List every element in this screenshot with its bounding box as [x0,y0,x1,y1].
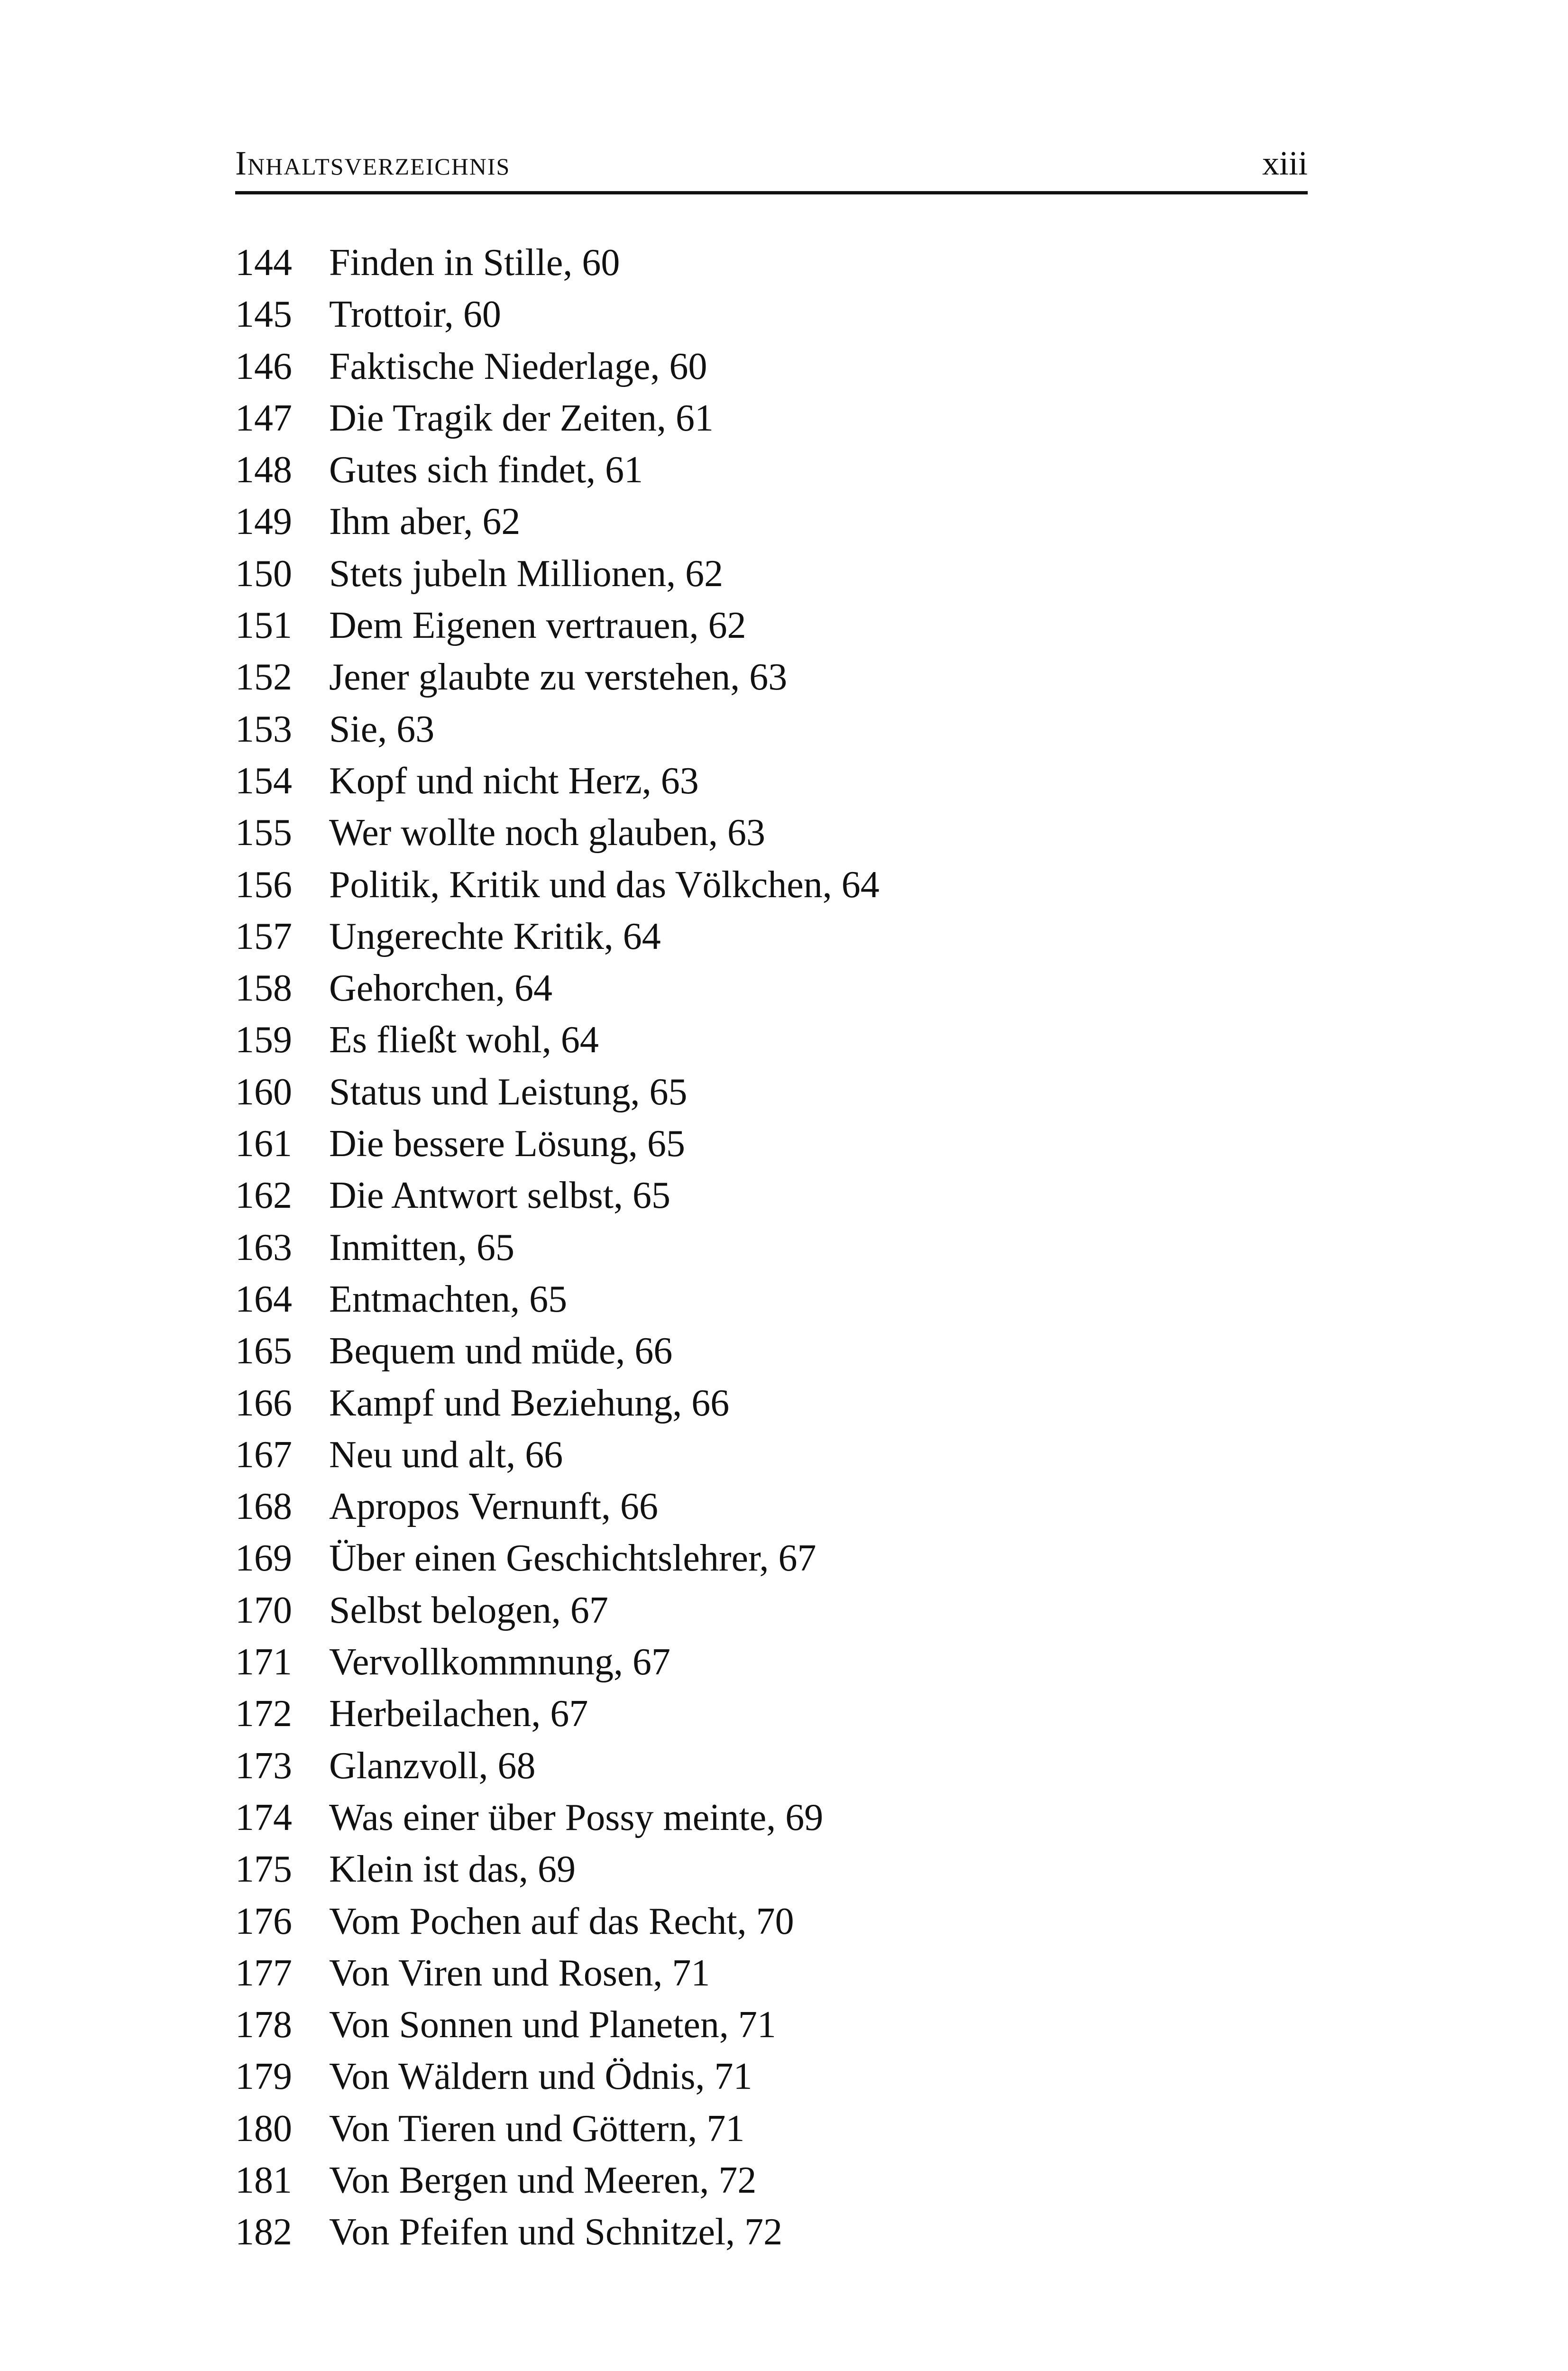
entry-title: Trottoir, 60 [329,294,501,336]
entry-number: 144 [235,242,292,284]
entry-number: 146 [235,345,292,387]
entry-number: 177 [235,1952,292,1994]
toc-entry [235,341,1568,393]
entry-title: Wer wollte noch glauben, 63 [329,812,765,854]
toc-entry [235,1325,1568,1377]
toc-entry [235,548,1568,600]
entry-title: Über einen Geschichtslehrer, 67 [329,1537,816,1580]
entry-number: 163 [235,1226,292,1268]
entry-number: 173 [235,1745,292,1787]
entry-number: 153 [235,708,292,750]
entry-title: Was einer über Possy meinte, 69 [329,1796,824,1838]
entry-title: Dem Eigenen vertrauen, 62 [329,605,746,647]
page-number: xiii [1262,144,1308,182]
entry-title: Es fließt wohl, 64 [329,1019,599,1061]
running-header-title: Inhaltsverzeichnis [235,144,511,182]
entry-title: Von Viren und Rosen, 71 [329,1952,710,1994]
entry-number: 174 [235,1796,292,1838]
entry-title: Gutes sich findet, 61 [329,449,643,491]
toc-entry [235,1948,1568,1999]
toc-entry [235,393,1568,444]
entry-number: 158 [235,967,292,1010]
entry-number: 156 [235,864,292,906]
entry-title: Von Sonnen und Planeten, 71 [329,2004,776,2046]
entry-title: Bequem und müde, 66 [329,1330,673,1372]
toc-entry [235,963,1568,1014]
toc-entry [235,911,1568,963]
entry-title: Herbeilachen, 67 [329,1693,588,1735]
entry-number: 178 [235,2004,292,2046]
toc-entry [235,2206,1568,2258]
toc-entry [235,704,1568,755]
entry-number: 154 [235,760,292,802]
entry-title: Kampf und Beziehung, 66 [329,1382,730,1424]
entry-title: Gehorchen, 64 [329,967,552,1010]
entry-number: 160 [235,1071,292,1113]
entry-title: Von Bergen und Meeren, 72 [329,2159,757,2201]
toc-entry [235,1014,1568,1066]
toc-entry [235,807,1568,859]
entry-title: Selbst belogen, 67 [329,1589,608,1631]
entry-title: Von Wäldern und Ödnis, 71 [329,2056,752,2098]
entry-title: Inmitten, 65 [329,1226,515,1268]
entry-title: Ihm aber, 62 [329,501,521,543]
toc-entry [235,444,1568,496]
header-rule [235,191,1308,194]
toc-entry [235,1066,1568,1118]
toc-entry [235,755,1568,807]
entry-title: Status und Leistung, 65 [329,1071,688,1113]
entry-title: Von Pfeifen und Schnitzel, 72 [329,2211,783,2253]
entry-title: Faktische Niederlage, 60 [329,345,707,387]
toc-entry [235,289,1568,340]
entry-number: 155 [235,812,292,854]
toc-entry [235,1429,1568,1481]
entry-title: Kopf und nicht Herz, 63 [329,760,699,802]
toc-entry [235,1636,1568,1688]
entry-number: 170 [235,1589,292,1631]
entry-number: 166 [235,1382,292,1424]
entry-number: 152 [235,656,292,698]
toc-entry [235,1999,1568,2051]
toc-entry [235,2103,1568,2155]
entry-title: Die bessere Lösung, 65 [329,1123,685,1165]
entry-number: 176 [235,1900,292,1942]
toc-entry [235,1792,1568,1844]
toc-entry [235,859,1568,911]
toc-entry [235,1222,1568,1274]
entry-title: Vom Pochen auf das Recht, 70 [329,1900,794,1942]
entry-number: 148 [235,449,292,491]
table-of-contents [235,0,1568,2259]
entry-number: 172 [235,1693,292,1735]
entry-number: 145 [235,294,292,336]
toc-entry [235,1274,1568,1325]
toc-entry [235,2155,1568,2206]
toc-entry [235,652,1568,703]
entry-title: Apropos Vernunft, 66 [329,1486,659,1528]
toc-entry [235,1585,1568,1636]
toc-entry [235,237,1568,289]
entry-number: 157 [235,915,292,957]
entry-number: 151 [235,605,292,647]
toc-entry [235,1378,1568,1429]
entry-number: 147 [235,397,292,439]
entry-number: 161 [235,1123,292,1165]
entry-title: Die Antwort selbst, 65 [329,1175,670,1217]
entry-title: Neu und alt, 66 [329,1434,563,1476]
entry-number: 150 [235,552,292,595]
entry-number: 175 [235,1848,292,1891]
entry-title: Klein ist das, 69 [329,1848,576,1891]
entry-number: 169 [235,1537,292,1580]
entry-title: Stets jubeln Millionen, 62 [329,552,724,595]
entry-title: Jener glaubte zu verstehen, 63 [329,656,788,698]
entry-title: Vervollkommnung, 67 [329,1641,670,1683]
entry-number: 165 [235,1330,292,1372]
running-header [235,142,1308,190]
entry-title: Von Tieren und Göttern, 71 [329,2107,745,2150]
entry-number: 180 [235,2107,292,2150]
entry-number: 159 [235,1019,292,1061]
toc-entry [235,1688,1568,1740]
entry-title: Finden in Stille, 60 [329,242,620,284]
entry-number: 162 [235,1175,292,1217]
toc-entry [235,2051,1568,2103]
entry-title: Ungerechte Kritik, 64 [329,915,661,957]
entry-title: Sie, 63 [329,708,435,750]
entry-number: 171 [235,1641,292,1683]
toc-entry [235,496,1568,548]
entry-number: 167 [235,1434,292,1476]
entry-number: 181 [235,2159,292,2201]
entry-title: Entmachten, 65 [329,1278,568,1320]
entry-number: 164 [235,1278,292,1320]
toc-entry [235,1740,1568,1792]
entry-number: 149 [235,501,292,543]
entry-title: Glanzvoll, 68 [329,1745,536,1787]
entry-number: 168 [235,1486,292,1528]
toc-entry [235,1170,1568,1222]
toc-entry [235,1118,1568,1170]
entry-title: Die Tragik der Zeiten, 61 [329,397,714,439]
toc-entry [235,1481,1568,1533]
entry-title: Politik, Kritik und das Völkchen, 64 [329,864,880,906]
toc-entry [235,600,1568,652]
toc-entry [235,1844,1568,1895]
toc-entry [235,1896,1568,1948]
toc-entry [235,1533,1568,1584]
entry-number: 179 [235,2056,292,2098]
entry-number: 182 [235,2211,292,2253]
